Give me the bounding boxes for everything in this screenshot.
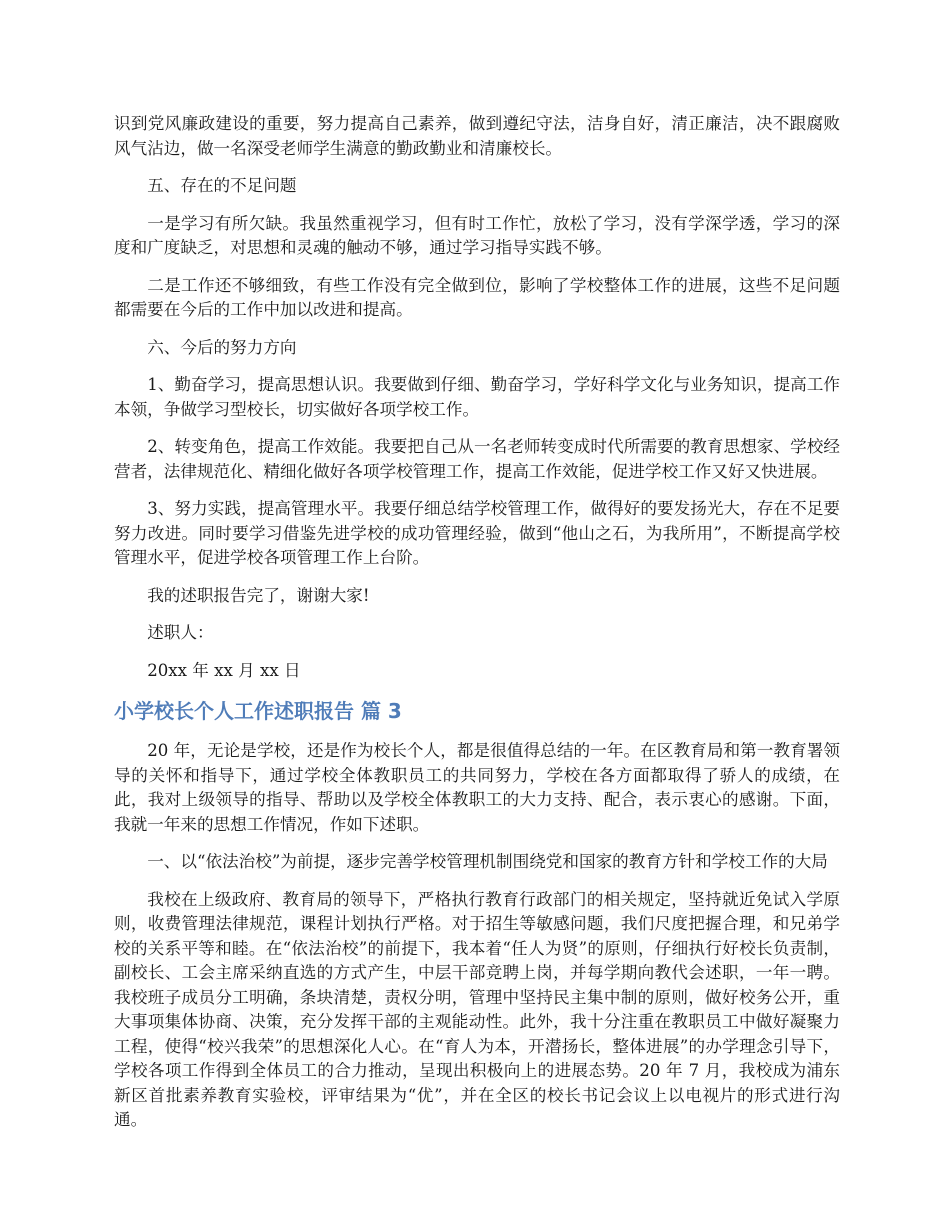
paragraph-continued: 识到党风廉政建设的重要，努力提高自己素养，做到遵纪守法，洁身自好，清正廉洁，决不跟腐败风气沾边，做一名深受老师学生满意的勤政勤业和清廉校长。 — [114, 114, 840, 158]
paragraph-direction-2: 2、转变角色，提高工作效能。我要把自己从一名老师转变成时代所需要的教育思想家、学校经营者，法律规范化、精细化做好各项学校管理工作，提高工作效能，促进学校工作又好又快进展。 — [114, 437, 840, 481]
paragraph-management: 我校在上级政府、教育局的领导下，严格执行教育行政部门的相关规定，坚持就近免试入学原则，收费管理法律规范，课程计划执行严格。对于招生等敏感问题，我们尺度把握合理，和兄弟学校的关系平等和睦。在“依法治校”的前提下，我本着“任人为贤”的原则，仔细执行好校长负责制，副校长、工会主席采纳直选的方式产生，中层干部竞聘上岗，并每学期向教代会述职，一年一聘。我校班子成员分工明确，条块清楚，责权分明，管理中坚持民主集中制的原则，做好校务公开，重大事项集体协商、决策，充分发挥干部的主观能动性。此外，我十分注重在教职员工中做好凝聚力工程，使得“校兴我荣”的思想深化人心。在“育人为本，开潜扬长，整体进展”的办学理念引导下，学校各项工作得到全体员工的合力推动，呈现出积极向上的进展态势。20 年 7 月，我校成为浦东新区首批素养教育实验校，评审结果为“优”，并在全区的校长书记会议上以电视片的形式进行沟通。 — [114, 889, 840, 1129]
section-heading-shortcomings: 五、存在的不足问题 — [147, 176, 297, 195]
paragraph-shortcoming-2: 二是工作还不够细致，有些工作没有完全做到位，影响了学校整体工作的进展，这些不足问题都需要在今后的工作中加以改进和提高。 — [114, 275, 840, 319]
paragraph-direction-3: 3、努力实践，提高管理水平。我要仔细总结学校管理工作，做得好的要发扬光大，存在不足要努力改进。同时要学习借鉴先进学校的成功管理经验，做到“他山之石，为我所用”，不断提高学校管理水平，促进学校各项管理工作上台阶。 — [114, 499, 840, 567]
section-heading-rule-of-law: 一、以“依法治校”为前提，逐步完善学校管理机制围绕党和国家的教育方针和学校工作的大局 — [147, 852, 828, 871]
paragraph-direction-1: 1、勤奋学习，提高思想认识。我要做到仔细、勤奋学习，学好科学文化与业务知识，提高工作本领，争做学习型校长，切实做好各项学校工作。 — [114, 375, 840, 419]
section-heading-direction: 六、今后的努力方向 — [147, 337, 297, 357]
signature-label: 述职人： — [147, 623, 214, 642]
paragraph-intro: 20 年，无论是学校，还是作为校长个人，都是很值得总结的一年。在区教育局和第一教育署领导的关怀和指导下，通过学校全体教职员工的共同努力，学校在各方面都取得了骄人的成绩，在此，我对上级领导的指导、帮助以及学校全体教职工的大力支持、配合，表示衷心的感谢。下面，我就一年来的思想工作情况，作如下述职。 — [114, 741, 840, 834]
closing-remark: 我的述职报告完了，谢谢大家! — [147, 585, 370, 605]
report-date: 20xx 年 xx 月 xx 日 — [147, 660, 301, 680]
paragraph-shortcoming-1: 一是学习有所欠缺。我虽然重视学习，但有时工作忙，放松了学习，没有学深学透，学习的深度和广度缺乏，对思想和灵魂的触动不够，通过学习指导实践不够。 — [114, 213, 840, 257]
section-title: 小学校长个人工作述职报告 篇 3 — [114, 699, 402, 723]
